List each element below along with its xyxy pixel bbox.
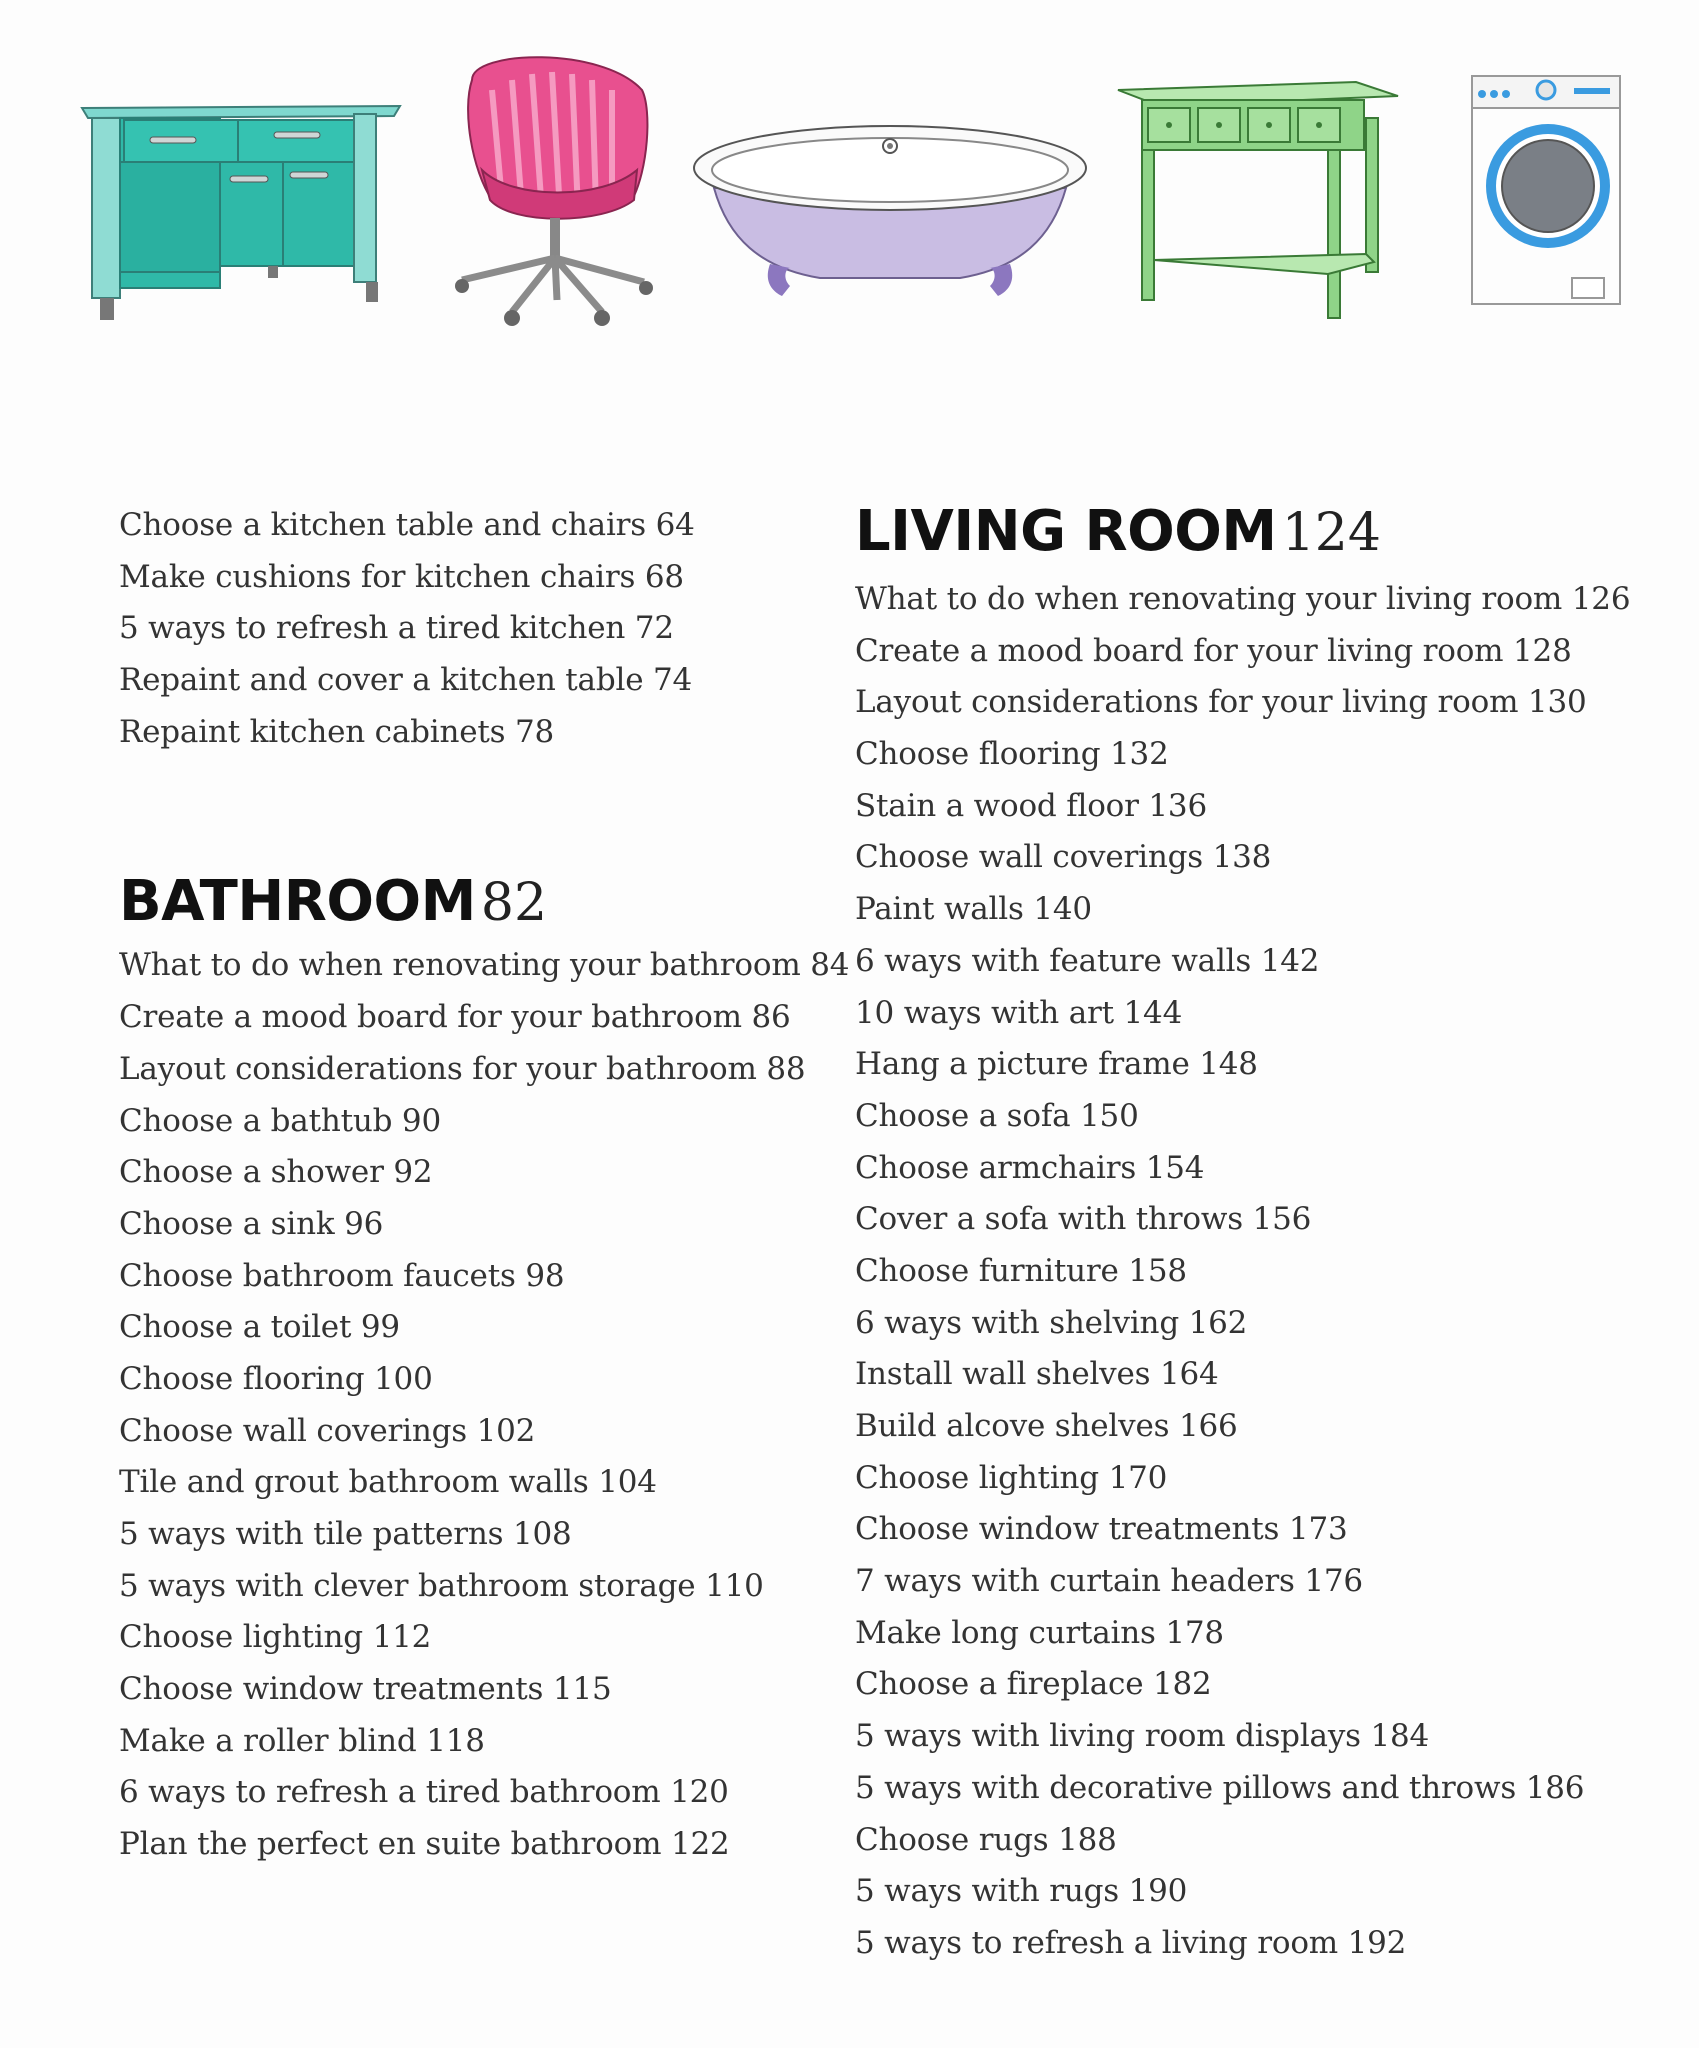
living-room-section — [855, 494, 1675, 1970]
toc-entry[interactable]: 10 ways with art 144 — [855, 994, 1183, 1031]
toc-entry[interactable]: Tile and grout bathroom walls 104 — [119, 1464, 657, 1501]
toc-entry[interactable]: Choose bathroom faucets 98 — [119, 1257, 565, 1294]
section-heading[interactable] — [855, 494, 1675, 570]
washing-machine-icon — [1468, 72, 1624, 308]
toc-entry[interactable]: Choose a kitchen table and chairs 64 — [119, 507, 695, 543]
toc-entry[interactable]: Choose flooring 132 — [855, 736, 1169, 773]
toc-entry[interactable]: 7 ways with curtain headers 176 — [855, 1563, 1363, 1600]
toc-entry[interactable]: 5 ways to refresh a living room 192 — [855, 1924, 1407, 1961]
kitchen-continued-list — [119, 500, 799, 758]
toc-entry[interactable]: Choose furniture 158 — [855, 1252, 1187, 1289]
left-column — [119, 500, 850, 1871]
toc-entry[interactable]: Choose flooring 100 — [119, 1360, 433, 1397]
toc-entry[interactable]: Choose lighting 170 — [855, 1459, 1168, 1496]
toc-entry[interactable]: Choose wall coverings 138 — [855, 839, 1272, 876]
right-column — [855, 494, 1675, 1970]
toc-entry[interactable]: What to do when renovating your bathroom 84 — [119, 947, 850, 984]
bathroom-section — [119, 864, 850, 1870]
section-page-number: 82 — [480, 873, 548, 934]
toc-entry[interactable]: Choose a sink 96 — [119, 1205, 384, 1242]
toc-entry[interactable]: 5 ways with rugs 190 — [855, 1873, 1188, 1910]
toc-entry[interactable]: 5 ways with clever bathroom storage 110 — [119, 1567, 764, 1604]
bathroom-entry-list — [119, 940, 850, 1870]
toc-entry[interactable]: 5 ways to refresh a tired kitchen 72 — [119, 610, 674, 647]
section-heading[interactable] — [119, 864, 799, 940]
toc-entry[interactable]: 6 ways with shelving 162 — [855, 1304, 1248, 1341]
toc-entry[interactable]: 6 ways with feature walls 142 — [855, 942, 1320, 979]
sideboard-icon — [78, 96, 408, 328]
toc-entry[interactable]: Repaint kitchen cabinets 78 — [119, 713, 555, 750]
toc-entry[interactable]: Make a roller blind 118 — [119, 1722, 485, 1759]
toc-entry[interactable]: Choose a fireplace 182 — [855, 1666, 1212, 1703]
toc-entry[interactable]: Hang a picture frame 148 — [855, 1046, 1258, 1083]
section-page-number: 124 — [1281, 503, 1381, 563]
toc-entry[interactable]: 5 ways with living room displays 184 — [855, 1718, 1430, 1755]
toc-entry[interactable]: Choose window treatments 115 — [119, 1671, 612, 1708]
toc-entry[interactable]: Choose wall coverings 102 — [119, 1412, 536, 1449]
section-title: LIVING ROOM — [855, 499, 1277, 564]
toc-entry[interactable]: 5 ways with tile patterns 108 — [119, 1516, 572, 1552]
toc-entry[interactable]: Install wall shelves 164 — [855, 1356, 1219, 1393]
toc-entry[interactable]: Layout considerations for your bathroom 88 — [119, 1050, 806, 1087]
toc-entry[interactable]: Choose a sofa 150 — [855, 1097, 1139, 1134]
toc-entry[interactable]: Choose window treatments 173 — [855, 1511, 1348, 1548]
toc-entry[interactable]: What to do when renovating your living room 126 — [855, 581, 1631, 617]
toc-entry[interactable]: Choose a bathtub 90 — [119, 1102, 441, 1139]
toc-entry[interactable]: 6 ways to refresh a tired bathroom 120 — [119, 1774, 729, 1811]
bathtub-icon — [690, 118, 1090, 308]
toc-entry[interactable]: Create a mood board for your bathroom 86 — [119, 999, 791, 1036]
toc-entry[interactable]: Choose armchairs 154 — [855, 1149, 1205, 1186]
toc-entry[interactable]: Cover a sofa with throws 156 — [855, 1201, 1312, 1238]
living-room-entry-list — [855, 574, 1675, 1970]
toc-entry[interactable]: Choose lighting 112 — [119, 1619, 432, 1656]
toc-entry[interactable]: Stain a wood floor 136 — [855, 787, 1207, 824]
toc-entry[interactable]: Choose a shower 92 — [119, 1154, 433, 1191]
toc-entry[interactable]: Paint walls 140 — [855, 891, 1092, 928]
toc-entry[interactable]: Create a mood board for your living room 128 — [855, 632, 1572, 669]
toc-entry[interactable]: Make cushions for kitchen chairs 68 — [119, 558, 684, 595]
toc-entry[interactable]: Choose a toilet 99 — [119, 1309, 400, 1346]
toc-entry[interactable]: Build alcove shelves 166 — [855, 1408, 1238, 1444]
toc-entry[interactable]: Make long curtains 178 — [855, 1614, 1224, 1651]
toc-entry[interactable]: Layout considerations for your living room 130 — [855, 684, 1587, 721]
toc-entry[interactable]: Plan the perfect en suite bathroom 122 — [119, 1826, 730, 1863]
toc-entry[interactable]: Repaint and cover a kitchen table 74 — [119, 662, 693, 699]
toc-entry[interactable]: 5 ways with decorative pillows and throws 186 — [855, 1769, 1585, 1806]
spacer — [119, 758, 799, 864]
console-table-icon — [1116, 78, 1400, 330]
section-title: BATHROOM — [119, 869, 476, 935]
toc-entry[interactable]: Choose rugs 188 — [855, 1821, 1117, 1858]
office-chair-icon — [452, 50, 662, 332]
